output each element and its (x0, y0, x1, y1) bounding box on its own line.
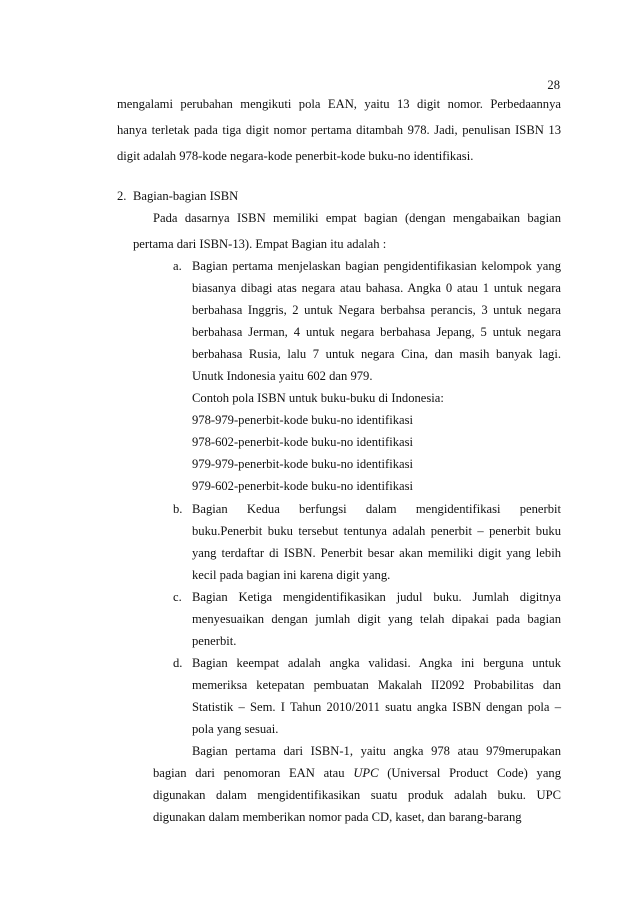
paragraph-line: digit adalah 978-kode negara-kode penerbit-kode buku-no identifikasi. (117, 149, 474, 163)
example-line: 979-979-penerbit-kode buku-no identifikasi (192, 457, 414, 471)
list-item-line: Bagian Kedua berfungsi dalam mengidentifikasi penerbit (192, 502, 561, 516)
list-item-line: penerbit. (192, 634, 237, 648)
example-line: 978-602-penerbit-kode buku-no identifikasi (192, 435, 414, 449)
list-label: c. (173, 590, 182, 604)
paragraph-line: Pada dasarnya ISBN memiliki empat bagian (dengan mengabaikan bagian (153, 211, 561, 225)
paragraph-line: pertama dari ISBN-13). Empat Bagian itu adalah : (133, 237, 387, 251)
list-item-line: Bagian pertama menjelaskan bagian pengidentifikasian kelompok yang (192, 259, 561, 273)
list-item-line: Bagian Ketiga mengidentifikasikan judul buku. Jumlah digitnya (192, 590, 561, 604)
list-item-line: buku.Penerbit buku tersebut tentunya adalah penerbit – penerbit buku (192, 524, 561, 538)
text-run: (Universal Product Code) yang (378, 766, 562, 780)
example-title: Contoh pola ISBN untuk buku-buku di Indonesia: (192, 391, 444, 405)
list-item-line: Statistik – Sem. I Tahun 2010/2011 suatu angka ISBN dengan pola – (192, 700, 561, 714)
list-item-line: berbahasa Jerman, 4 untuk negara berbahasa Jepang, 5 untuk negara (192, 325, 561, 339)
paragraph-line: digunakan dalam memberikan nomor pada CD, kaset, dan barang-barang (153, 810, 522, 824)
list-item-line: pola yang sesuai. (192, 722, 279, 736)
list-label: a. (173, 259, 182, 273)
section-title: Bagian-bagian ISBN (133, 189, 239, 203)
paragraph-line: hanya terletak pada tiga digit nomor pertama ditambah 978. Jadi, penulisan ISBN 13 (117, 123, 561, 137)
list-item-line: kecil pada bagian ini karena digit yang. (192, 568, 391, 582)
list-item-line: menyesuaikan dengan jumlah digit yang telah dipakai pada bagian (192, 612, 561, 626)
list-item-line: Unutk Indonesia yaitu 602 dan 979. (192, 369, 373, 383)
list-item-line: berbahasa Inggris, 2 untuk Negara berbahsa perancis, 3 untuk negara (192, 303, 561, 317)
example-line: 979-602-penerbit-kode buku-no identifikasi (192, 479, 414, 493)
list-item-line: Bagian keempat adalah angka validasi. Angka ini berguna untuk (192, 656, 561, 670)
paragraph-line (153, 765, 561, 781)
list-item-line: biasanya dibagi atas negara atau bahasa. Angka 0 atau 1 untuk negara (192, 281, 561, 295)
list-item-line: yang terdaftar di ISBN. Penerbit besar akan memiliki digit yang lebih (192, 546, 561, 560)
list-label: d. (173, 656, 183, 670)
list-item-line: berbahasa Rusia, lalu 7 untuk negara Cina, dan masih banyak lagi. (192, 347, 561, 361)
page-number: 28 (547, 78, 560, 92)
paragraph-line: mengalami perubahan mengikuti pola EAN, yaitu 13 digit nomor. Perbedaannya (117, 97, 561, 111)
paragraph-line: Bagian pertama dari ISBN-1, yaitu angka 978 atau 979merupakan (192, 744, 561, 758)
italic-text: UPC (353, 766, 379, 780)
text-run: bagian dari penomoran EAN atau (153, 766, 354, 780)
list-label: b. (173, 502, 183, 516)
section-number: 2. (117, 189, 127, 203)
paragraph-line: digunakan dalam mengidentifikasikan suatu produk adalah buku. UPC (153, 788, 561, 802)
example-line: 978-979-penerbit-kode buku-no identifikasi (192, 413, 414, 427)
list-item-line: memeriksa ketepatan pembuatan Makalah II2092 Probabilitas dan (192, 678, 561, 692)
